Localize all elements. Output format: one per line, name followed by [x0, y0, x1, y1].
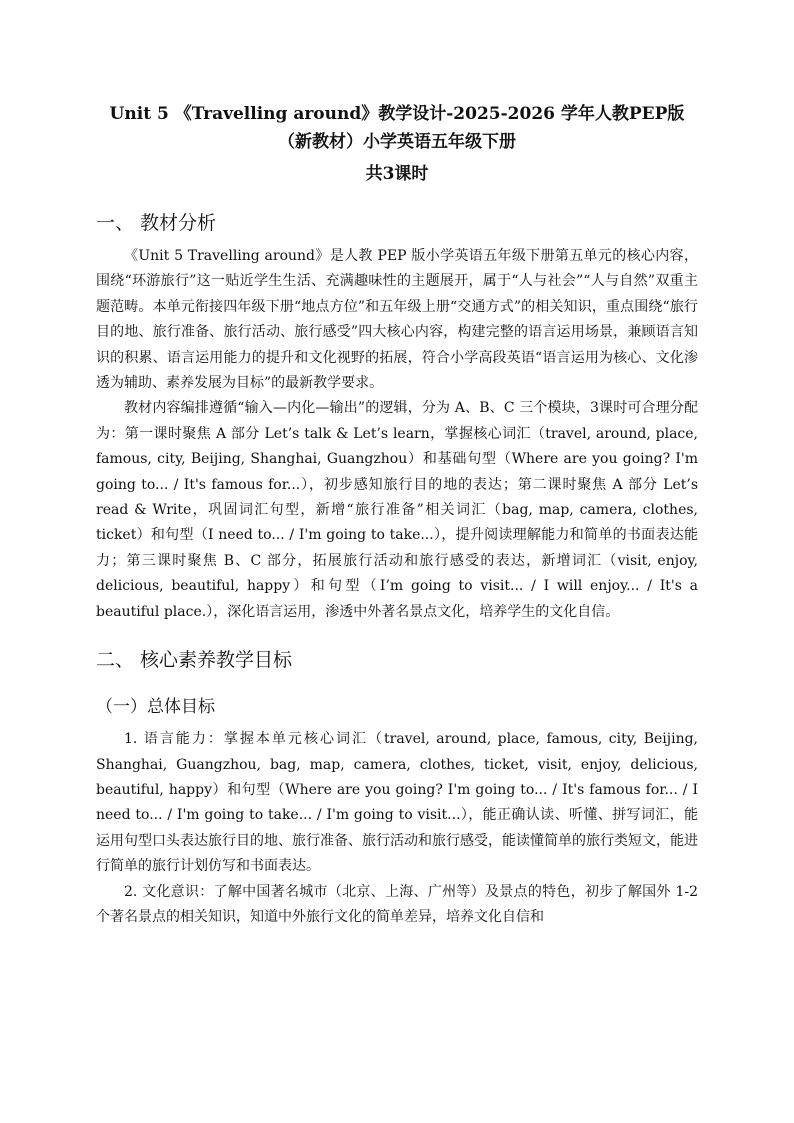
paragraph-language-ability: 1. 语言能力：掌握本单元核心词汇（travel, around, place, famous, city, Beijing, Shanghai, Guangzhou, bag, map, camera, clothes, ticket, visit, enjoy, delicious, beautiful, happy）和句型（Where are you going? I'm going to... / It's famous for... / I need to... / I'm going to take... / I'm going to visit...），能正确认读、听懂、拼写词汇，能运用句型口头表达旅行目的地、旅行准备、旅行活动和旅行感受，能读懂简单的旅行类短文，能进行简单的旅行计划仿写和书面表达。 — [96, 731, 698, 875]
subsection-heading-overall-goals: （一）总体目标 — [96, 697, 215, 718]
section-heading-textbook-analysis: 一、 教材分析 — [96, 212, 217, 234]
document-page — [96, 100, 698, 930]
lesson-count: 共3课时 — [365, 164, 429, 184]
section-heading-core-literacy-goals: 二、 核心素养教学目标 — [96, 649, 293, 672]
paragraph-cultural-awareness: 2. 文化意识：了解中国著名城市（北京、上海、广州等）及景点的特色，初步了解国外 1-2个著名景点的相关知识，知道中外旅行文化的简单差异，培养文化自信和 — [96, 883, 698, 925]
document-title: Unit 5 《Travelling around》教学设计-2025-2026 学年人教PEP版（新教材）小学英语五年级下册 — [109, 104, 685, 152]
paragraph-textbook-overview: 《Unit 5 Travelling around》是人教 PEP 版小学英语五年级下册第五单元的核心内容，围绕“环游旅行”这一贴近学生生活、充满趣味性的主题展开，属于“人与社会”“人与自然”双重主题范畴。本单元衔接四年级下册“地点方位”和五年级上册“交通方式”的相关知识，重点围绕“旅行目的地、旅行准备、旅行活动、旅行感受”四大核心内容，构建完整的语言运用场景，兼顾语言知识的积累、语言运用能力的提升和文化视野的拓展，符合小学高段英语“语言运用为核心、文化渗透为辅助、素养发展为目标”的最新教学要求。 — [96, 248, 698, 392]
paragraph-content-arrangement: 教材内容编排遵循“输入—内化—输出”的逻辑，分为 A、B、C 三个模块，3课时可合理分配为：第一课时聚焦 A 部分 Let’s talk & Let’s learn，掌握核心词汇（travel, around, place, famous, city, Beijing, Shanghai, Guangzhou）和基础句型（Where are you going? I'm going to... / It's famous for...），初步感知旅行目的地的表达；第二课时聚焦 A 部分 Let’s read & Write，巩固词汇句型，新增“旅行准备”相关词汇（bag, map, camera, clothes, ticket）和句型（I need to... / I'm going to take...），提升阅读理解能力和简单的书面表达能力；第三课时聚焦 B、C 部分，拓展旅行活动和旅行感受的表达，新增词汇（visit, enjoy, delicious, beautiful, happy）和句型（I’m going to visit... / I will enjoy... / It's a beautiful place.），深化语言运用，渗透中外著名景点文化，培养学生的文化自信。 — [96, 400, 698, 620]
